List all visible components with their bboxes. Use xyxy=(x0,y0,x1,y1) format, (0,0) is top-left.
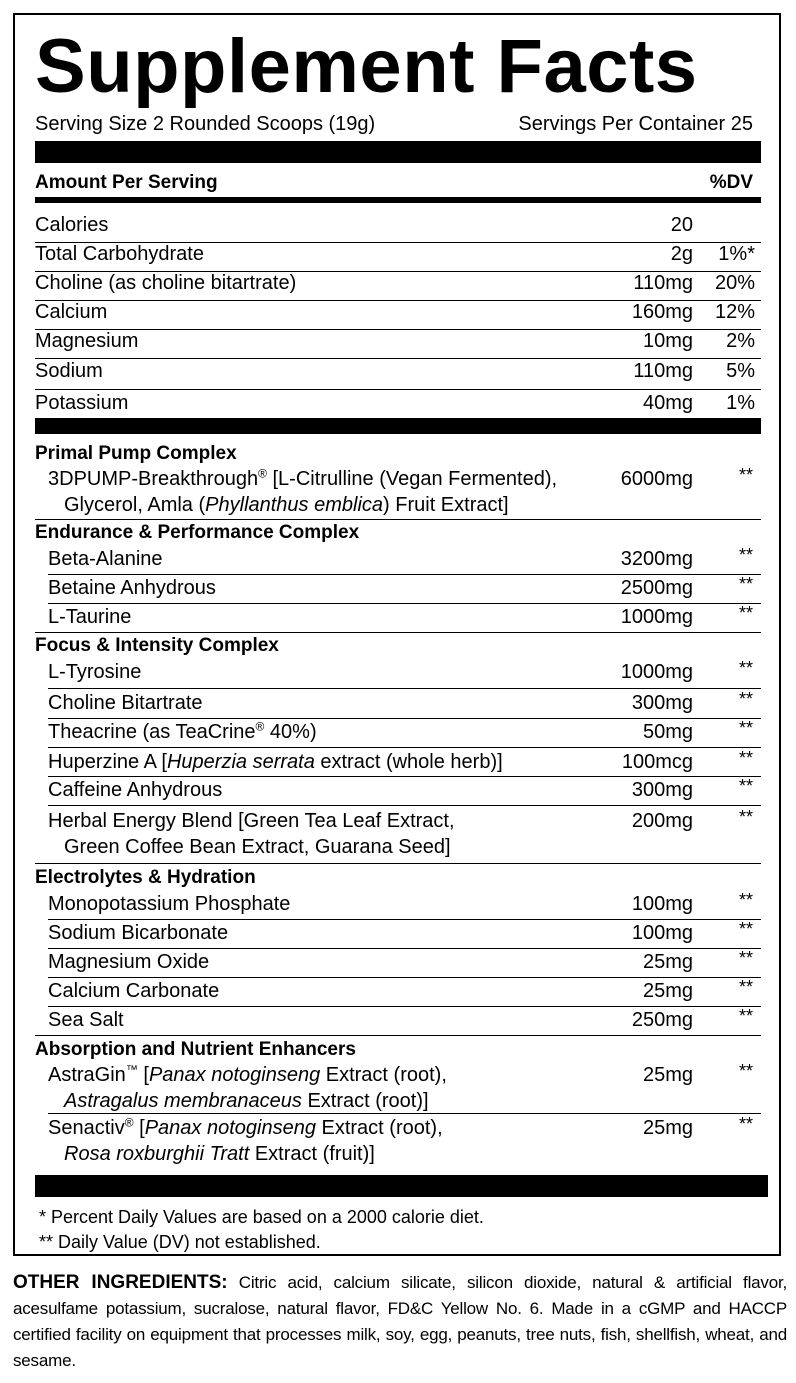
panel-title: Supplement Facts xyxy=(35,24,698,109)
row-divider xyxy=(48,805,761,806)
ingredient-name: Monopotassium Phosphate xyxy=(48,893,291,915)
ingredient-dv: ** xyxy=(738,948,753,968)
ingredient-dv: ** xyxy=(738,658,753,678)
ingredient-row xyxy=(35,604,761,630)
amount-per-serving-label: Amount Per Serving xyxy=(35,172,218,193)
ingredient-amount: 25mg xyxy=(642,1117,693,1139)
nutrient-name: Calcium xyxy=(35,301,108,323)
ingredient-dv: ** xyxy=(738,545,753,565)
nutrient-name: Magnesium xyxy=(35,330,139,352)
ingredient-row xyxy=(35,1062,761,1114)
servings-per-container: Servings Per Container 25 xyxy=(518,113,753,135)
nutrient-name: Calories xyxy=(35,214,109,236)
dv-column-header: %DV xyxy=(709,172,753,193)
ingredient-amount: 300mg xyxy=(631,779,693,801)
nutrient-name: Sodium xyxy=(35,360,103,382)
nutrient-row xyxy=(35,270,761,299)
ingredient-name: AstraGin™ [Panax notoginseng Extract (root), Astragalus membranaceus Extract (root)] xyxy=(48,1062,447,1112)
other-ingredients xyxy=(13,1270,787,1374)
nutrient-amount: 40mg xyxy=(642,392,693,414)
ingredient-dv: ** xyxy=(738,748,753,768)
complex-title-primal-pump: Primal Pump Complex xyxy=(35,443,237,464)
ingredient-row xyxy=(35,777,761,803)
ingredient-dv: ** xyxy=(738,977,753,997)
ingredient-dv: ** xyxy=(738,776,753,796)
footnote-dv-not-established: ** Daily Value (DV) not established. xyxy=(39,1232,321,1252)
nutrient-amount: 160mg xyxy=(631,301,693,323)
ingredient-dv: ** xyxy=(738,1114,753,1134)
ingredient-amount: 200mg xyxy=(631,810,693,832)
ingredient-amount: 25mg xyxy=(642,951,693,973)
ingredient-row xyxy=(35,749,761,775)
ingredient-row xyxy=(35,1115,761,1167)
ingredient-dv: ** xyxy=(738,574,753,594)
ingredient-amount: 2500mg xyxy=(620,577,693,599)
ingredient-dv: ** xyxy=(738,689,753,709)
ingredient-amount: 100mg xyxy=(631,893,693,915)
ingredient-name: Betaine Anhydrous xyxy=(48,577,216,599)
ingredient-name: L-Taurine xyxy=(48,606,132,628)
ingredient-row xyxy=(35,920,761,946)
footnote-percent-dv: * Percent Daily Values are based on a 2000 calorie diet. xyxy=(39,1207,484,1227)
nutrient-name: Total Carbohydrate xyxy=(35,243,204,265)
nutrient-dv: 1% xyxy=(726,392,755,414)
nutrient-dv: 5% xyxy=(726,360,755,382)
ingredient-name: Senactiv® [Panax notoginseng Extract (root), Rosa roxburghii Tratt Extract (fruit)] xyxy=(48,1115,443,1165)
nutrient-amount: 20 xyxy=(670,214,693,236)
nutrient-amount: 2g xyxy=(670,243,693,265)
ingredient-name: Theacrine (as TeaCrine® 40%) xyxy=(48,719,317,743)
ingredient-amount: 100mcg xyxy=(621,751,693,773)
nutrient-row xyxy=(35,241,761,270)
ingredient-row xyxy=(35,891,761,917)
ingredient-dv: ** xyxy=(738,1061,753,1081)
ingredient-amount: 25mg xyxy=(642,1064,693,1086)
nutrient-row xyxy=(35,328,761,357)
ingredient-dv: ** xyxy=(738,1006,753,1026)
ingredient-row xyxy=(35,978,761,1004)
nutrient-dv: 1%* xyxy=(718,243,755,265)
nutrient-name: Potassium xyxy=(35,392,129,414)
ingredient-amount: 3200mg xyxy=(620,548,693,570)
middle-divider-bar xyxy=(35,418,761,434)
ingredient-row xyxy=(35,546,761,572)
ingredient-row xyxy=(35,466,761,518)
ingredient-name: Magnesium Oxide xyxy=(48,951,210,973)
row-divider xyxy=(48,1113,761,1114)
ingredient-name: Herbal Energy Blend [Green Tea Leaf Extract, Green Coffee Bean Extract, Guarana Seed] xyxy=(48,810,455,858)
nutrient-dv: 20% xyxy=(714,272,755,294)
nutrient-row xyxy=(35,358,761,387)
ingredient-row xyxy=(35,690,761,716)
row-divider xyxy=(48,688,761,689)
ingredient-row xyxy=(35,575,761,601)
nutrient-dv: 2% xyxy=(726,330,755,352)
ingredient-amount: 1000mg xyxy=(620,661,693,683)
ingredient-name: Caffeine Anhydrous xyxy=(48,779,223,801)
ingredient-name: Huperzine A [Huperzia serrata extract (whole herb)] xyxy=(48,751,503,773)
nutrient-row xyxy=(35,390,761,419)
nutrient-amount: 10mg xyxy=(642,330,693,352)
ingredient-dv: ** xyxy=(738,603,753,623)
other-ingredients-label: OTHER INGREDIENTS: xyxy=(13,1272,228,1293)
ingredient-amount: 250mg xyxy=(631,1009,693,1031)
nutrient-amount: 110mg xyxy=(633,272,693,294)
section-divider xyxy=(35,1035,761,1036)
nutrient-row xyxy=(35,212,761,241)
complex-title-absorption: Absorption and Nutrient Enhancers xyxy=(35,1039,356,1060)
nutrient-dv: 12% xyxy=(714,301,755,323)
ingredient-name: Choline Bitartrate xyxy=(48,692,203,714)
ingredient-dv: ** xyxy=(738,807,753,827)
bottom-divider-bar xyxy=(35,1175,768,1197)
complex-title-electrolytes: Electrolytes & Hydration xyxy=(35,867,256,888)
ingredient-name: Calcium Carbonate xyxy=(48,980,220,1002)
ingredient-name: Sodium Bicarbonate xyxy=(48,922,229,944)
ingredient-row xyxy=(35,949,761,975)
nutrient-row xyxy=(35,299,761,328)
header-rule xyxy=(35,197,761,203)
ingredient-name: L-Tyrosine xyxy=(48,661,142,683)
ingredient-row xyxy=(35,659,761,685)
ingredient-name: 3DPUMP-Breakthrough® [L-Citrulline (Vegan Fermented), Glycerol, Amla (Phyllanthus emblica) Fruit Extract] xyxy=(48,466,558,516)
complex-title-endurance: Endurance & Performance Complex xyxy=(35,522,360,543)
row-divider xyxy=(48,747,761,748)
ingredient-dv: ** xyxy=(738,465,753,485)
ingredient-amount: 50mg xyxy=(642,721,693,743)
ingredient-amount: 25mg xyxy=(642,980,693,1002)
ingredient-dv: ** xyxy=(738,890,753,910)
ingredient-name: Sea Salt xyxy=(48,1009,124,1031)
complex-title-focus: Focus & Intensity Complex xyxy=(35,635,279,656)
supplement-facts-panel xyxy=(13,13,781,1256)
section-divider xyxy=(35,863,761,864)
ingredient-dv: ** xyxy=(738,718,753,738)
ingredient-dv: ** xyxy=(738,919,753,939)
ingredient-amount: 1000mg xyxy=(620,606,693,628)
ingredient-amount: 100mg xyxy=(631,922,693,944)
ingredient-row xyxy=(35,1007,761,1033)
nutrient-amount: 110mg xyxy=(633,360,693,382)
nutrient-name: Choline (as choline bitartrate) xyxy=(35,272,297,294)
ingredient-name: Beta-Alanine xyxy=(48,548,163,570)
ingredient-row xyxy=(35,719,761,745)
section-divider xyxy=(35,519,761,520)
section-divider xyxy=(35,632,761,633)
top-divider-bar xyxy=(35,141,761,163)
other-ingredients-text: Citric acid, calcium silicate, silicon dioxide, natural & artificial flavor, acesulfame potassium, sucralose, natural flavor, FD&C Yellow No. 6. Made in a cGMP and HACCP certified facility on equipment that processes milk, soy, egg, peanuts, tree nuts, fish, shellfish, wheat, and sesame. xyxy=(13,1273,787,1370)
serving-size: Serving Size 2 Rounded Scoops (19g) xyxy=(35,113,376,135)
ingredient-row xyxy=(35,808,761,860)
ingredient-amount: 300mg xyxy=(631,692,693,714)
ingredient-amount: 6000mg xyxy=(620,468,693,490)
